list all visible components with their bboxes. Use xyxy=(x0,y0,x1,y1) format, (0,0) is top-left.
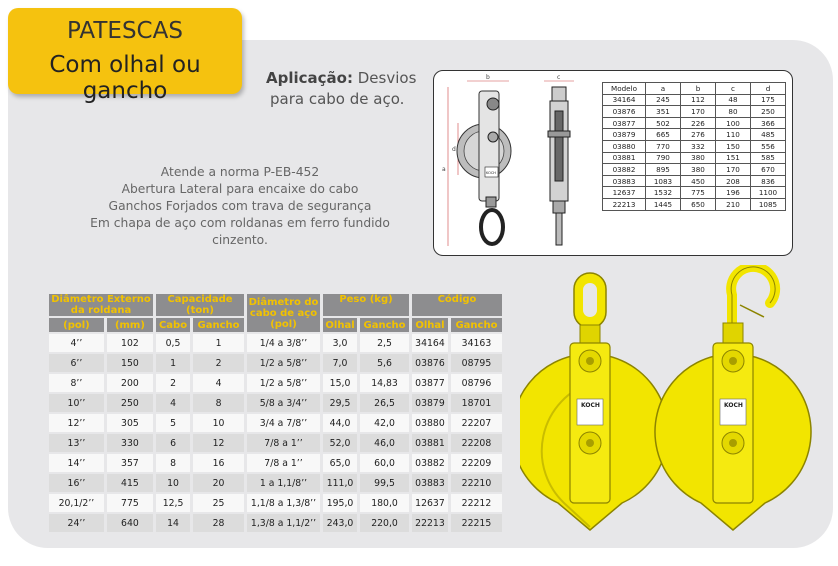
table-cell: 15,0 xyxy=(323,374,357,392)
pulley-technical-drawing xyxy=(434,71,604,255)
table-row xyxy=(49,354,502,372)
table-cell: 2,5 xyxy=(360,334,409,352)
dim-cell: 585 xyxy=(751,152,786,164)
dim-cell: 1100 xyxy=(751,187,786,199)
dim-cell: 450 xyxy=(681,175,716,187)
table-cell: 305 xyxy=(107,414,153,432)
table-cell: 5/8 a 3/4’’ xyxy=(247,394,320,412)
dim-cell: 03880 xyxy=(603,140,646,152)
dim-cell: 112 xyxy=(681,94,716,106)
table-cell: 22210 xyxy=(451,474,502,492)
table-cell: 4’’ xyxy=(49,334,104,352)
dim-cell: 22213 xyxy=(603,198,646,210)
table-cell: 10 xyxy=(193,414,244,432)
subheader-gancho: Gancho xyxy=(451,318,502,332)
table-cell: 2 xyxy=(156,374,190,392)
table-cell: 102 xyxy=(107,334,153,352)
dim-header-cell: d xyxy=(751,83,786,95)
table-cell: 8 xyxy=(193,394,244,412)
table-cell: 5 xyxy=(156,414,190,432)
table-cell: 1/2 a 5/8’’ xyxy=(247,354,320,372)
table-cell: 03879 xyxy=(412,394,448,412)
table-cell: 357 xyxy=(107,454,153,472)
title-line1: PATESCAS xyxy=(67,18,183,44)
table-cell: 1,1/8 a 1,3/8’’ xyxy=(247,494,320,512)
dim-cell: 208 xyxy=(716,175,751,187)
product-photos xyxy=(520,265,820,545)
feature-line: Em chapa de aço com roldanas em ferro fundido xyxy=(90,216,390,230)
table-cell: 46,0 xyxy=(360,434,409,452)
dim-header-cell: c xyxy=(716,83,751,95)
dim-cell: 150 xyxy=(716,140,751,152)
table-cell: 8 xyxy=(156,454,190,472)
table-cell: 1/4 a 3/8’’ xyxy=(247,334,320,352)
dimension-table-row xyxy=(603,175,786,187)
table-cell: 26,5 xyxy=(360,394,409,412)
table-cell: 200 xyxy=(107,374,153,392)
table-cell: 180,0 xyxy=(360,494,409,512)
dim-cell: 03876 xyxy=(603,106,646,118)
dim-header-cell: b xyxy=(681,83,716,95)
application-text xyxy=(266,68,416,110)
application-text2: para cabo de aço. xyxy=(270,90,405,108)
dim-cell: 12637 xyxy=(603,187,646,199)
header-diametro-cabo: Diâmetro do cabo de aço (pol) xyxy=(247,294,320,332)
dim-cell: 175 xyxy=(751,94,786,106)
table-cell: 52,0 xyxy=(323,434,357,452)
table-cell: 22213 xyxy=(412,514,448,532)
specifications-table xyxy=(46,292,505,534)
table-cell: 2 xyxy=(193,354,244,372)
dim-cell: 1083 xyxy=(646,175,681,187)
dim-cell: 196 xyxy=(716,187,751,199)
table-row xyxy=(49,334,502,352)
header-diametro-externo: Diâmetro Externo da roldana xyxy=(49,294,153,316)
table-cell: 415 xyxy=(107,474,153,492)
table-row xyxy=(49,374,502,392)
dim-cell: 226 xyxy=(681,117,716,129)
table-cell: 42,0 xyxy=(360,414,409,432)
table-cell: 22212 xyxy=(451,494,502,512)
header-peso: Peso (kg) xyxy=(323,294,409,316)
table-cell: 10 xyxy=(156,474,190,492)
dimension-table-row xyxy=(603,164,786,176)
dim-cell: 556 xyxy=(751,140,786,152)
table-cell: 5,6 xyxy=(360,354,409,372)
dimension-table-row xyxy=(603,106,786,118)
table-cell: 60,0 xyxy=(360,454,409,472)
drawing-brand-label: KOCH xyxy=(486,171,496,175)
subheader-pol: (pol) xyxy=(49,318,104,332)
subheader-cabo: Cabo xyxy=(156,318,190,332)
table-cell: 1/2 a 5/8’’ xyxy=(247,374,320,392)
dim-cell: 80 xyxy=(716,106,751,118)
header-codigo: Código xyxy=(412,294,502,316)
table-cell: 22209 xyxy=(451,454,502,472)
table-cell: 16 xyxy=(193,454,244,472)
dim-cell: 790 xyxy=(646,152,681,164)
dim-cell: 665 xyxy=(646,129,681,141)
table-cell: 243,0 xyxy=(323,514,357,532)
dimension-table xyxy=(602,82,786,211)
dimension-table-header xyxy=(603,83,786,95)
dim-cell: 895 xyxy=(646,164,681,176)
features-list xyxy=(60,164,420,249)
dim-label-a: a xyxy=(442,166,446,173)
dim-cell: 380 xyxy=(681,164,716,176)
table-cell: 111,0 xyxy=(323,474,357,492)
dim-cell: 151 xyxy=(716,152,751,164)
title-line2: Com olhal ou gancho xyxy=(49,52,201,104)
dimension-table-row xyxy=(603,140,786,152)
table-cell: 1,3/8 a 1,1/2’’ xyxy=(247,514,320,532)
table-cell: 22207 xyxy=(451,414,502,432)
dim-cell: 245 xyxy=(646,94,681,106)
table-cell: 0,5 xyxy=(156,334,190,352)
table-cell: 22215 xyxy=(451,514,502,532)
dim-cell: 332 xyxy=(681,140,716,152)
application-text1: Desvios xyxy=(357,69,417,87)
dim-cell: 03879 xyxy=(603,129,646,141)
table-cell: 24’’ xyxy=(49,514,104,532)
table-cell: 03882 xyxy=(412,454,448,472)
group-header-row xyxy=(49,294,502,316)
dim-cell: 34164 xyxy=(603,94,646,106)
table-cell: 03880 xyxy=(412,414,448,432)
table-row xyxy=(49,394,502,412)
table-cell: 44,0 xyxy=(323,414,357,432)
table-row xyxy=(49,454,502,472)
dim-header-cell: a xyxy=(646,83,681,95)
table-cell: 14,83 xyxy=(360,374,409,392)
feature-line: Atende a norma P-EB-452 xyxy=(160,165,320,179)
dim-cell: 110 xyxy=(716,129,751,141)
product-brand-label: KOCH xyxy=(581,402,600,409)
table-cell: 65,0 xyxy=(323,454,357,472)
table-cell: 6 xyxy=(156,434,190,452)
dim-label-d: d xyxy=(452,146,456,153)
table-cell: 150 xyxy=(107,354,153,372)
header-capacidade: Capacidade (ton) xyxy=(156,294,244,316)
product-brand-label: KOCH xyxy=(724,402,743,409)
table-cell: 13’’ xyxy=(49,434,104,452)
table-cell: 03877 xyxy=(412,374,448,392)
dim-cell: 836 xyxy=(751,175,786,187)
subheader-gancho: Gancho xyxy=(360,318,409,332)
table-cell: 6’’ xyxy=(49,354,104,372)
subheader-mm: (mm) xyxy=(107,318,153,332)
dimension-table-row xyxy=(603,152,786,164)
table-cell: 25 xyxy=(193,494,244,512)
table-cell: 7/8 a 1’’ xyxy=(247,434,320,452)
subheader-olhal: Olhal xyxy=(323,318,357,332)
dim-cell: 502 xyxy=(646,117,681,129)
dim-cell: 03877 xyxy=(603,117,646,129)
dim-cell: 1532 xyxy=(646,187,681,199)
dim-cell: 670 xyxy=(751,164,786,176)
title-box xyxy=(8,8,242,104)
table-cell: 20,1/2’’ xyxy=(49,494,104,512)
dimension-table-row xyxy=(603,198,786,210)
table-cell: 14 xyxy=(156,514,190,532)
dim-cell: 380 xyxy=(681,152,716,164)
dim-cell: 03883 xyxy=(603,175,646,187)
feature-line: cinzento. xyxy=(212,233,268,247)
dim-cell: 650 xyxy=(681,198,716,210)
dim-cell: 351 xyxy=(646,106,681,118)
dim-cell: 100 xyxy=(716,117,751,129)
table-cell: 08796 xyxy=(451,374,502,392)
table-row xyxy=(49,434,502,452)
feature-line: Ganchos Forjados com trava de segurança xyxy=(108,199,372,213)
dim-cell: 170 xyxy=(716,164,751,176)
dim-cell: 366 xyxy=(751,117,786,129)
dimension-table-row xyxy=(603,117,786,129)
table-cell: 12,5 xyxy=(156,494,190,512)
dim-cell: 48 xyxy=(716,94,751,106)
table-cell: 3/4 a 7/8’’ xyxy=(247,414,320,432)
table-row xyxy=(49,474,502,492)
table-cell: 1 xyxy=(156,354,190,372)
dim-cell: 276 xyxy=(681,129,716,141)
table-cell: 4 xyxy=(193,374,244,392)
table-cell: 775 xyxy=(107,494,153,512)
dimension-table-row xyxy=(603,94,786,106)
table-cell: 3,0 xyxy=(323,334,357,352)
table-cell: 34164 xyxy=(412,334,448,352)
dim-label-c: c xyxy=(557,74,561,81)
pulley-with-hook-image xyxy=(655,267,811,530)
table-cell: 10’’ xyxy=(49,394,104,412)
table-cell: 7/8 a 1’’ xyxy=(247,454,320,472)
dim-cell: 03882 xyxy=(603,164,646,176)
dim-cell: 1085 xyxy=(751,198,786,210)
table-cell: 330 xyxy=(107,434,153,452)
dim-header-cell: Modelo xyxy=(603,83,646,95)
table-cell: 34163 xyxy=(451,334,502,352)
table-row xyxy=(49,414,502,432)
table-cell: 640 xyxy=(107,514,153,532)
table-cell: 28 xyxy=(193,514,244,532)
dim-cell: 210 xyxy=(716,198,751,210)
pulley-with-eye-image xyxy=(520,273,668,530)
table-cell: 20 xyxy=(193,474,244,492)
dim-cell: 770 xyxy=(646,140,681,152)
dimension-table-row xyxy=(603,129,786,141)
table-cell: 8’’ xyxy=(49,374,104,392)
table-row xyxy=(49,514,502,532)
table-cell: 195,0 xyxy=(323,494,357,512)
table-cell: 12637 xyxy=(412,494,448,512)
table-row xyxy=(49,494,502,512)
table-cell: 03881 xyxy=(412,434,448,452)
feature-line: Abertura Lateral para encaixe do cabo xyxy=(121,182,359,196)
table-cell: 4 xyxy=(156,394,190,412)
table-cell: 1 a 1,1/8’’ xyxy=(247,474,320,492)
dimension-table-row xyxy=(603,187,786,199)
subheader-gancho: Gancho xyxy=(193,318,244,332)
dim-cell: 1445 xyxy=(646,198,681,210)
table-cell: 03883 xyxy=(412,474,448,492)
dim-cell: 03881 xyxy=(603,152,646,164)
table-cell: 220,0 xyxy=(360,514,409,532)
table-cell: 250 xyxy=(107,394,153,412)
table-cell: 29,5 xyxy=(323,394,357,412)
table-cell: 12 xyxy=(193,434,244,452)
table-cell: 12’’ xyxy=(49,414,104,432)
application-label: Aplicação: xyxy=(266,69,353,87)
dim-cell: 250 xyxy=(751,106,786,118)
table-cell: 08795 xyxy=(451,354,502,372)
table-cell: 1 xyxy=(193,334,244,352)
dim-cell: 485 xyxy=(751,129,786,141)
table-cell: 14’’ xyxy=(49,454,104,472)
table-cell: 03876 xyxy=(412,354,448,372)
table-cell: 22208 xyxy=(451,434,502,452)
dim-cell: 775 xyxy=(681,187,716,199)
dim-cell: 170 xyxy=(681,106,716,118)
table-cell: 99,5 xyxy=(360,474,409,492)
table-cell: 18701 xyxy=(451,394,502,412)
subheader-olhal: Olhal xyxy=(412,318,448,332)
dim-label-b: b xyxy=(486,74,490,81)
table-cell: 7,0 xyxy=(323,354,357,372)
table-cell: 16’’ xyxy=(49,474,104,492)
